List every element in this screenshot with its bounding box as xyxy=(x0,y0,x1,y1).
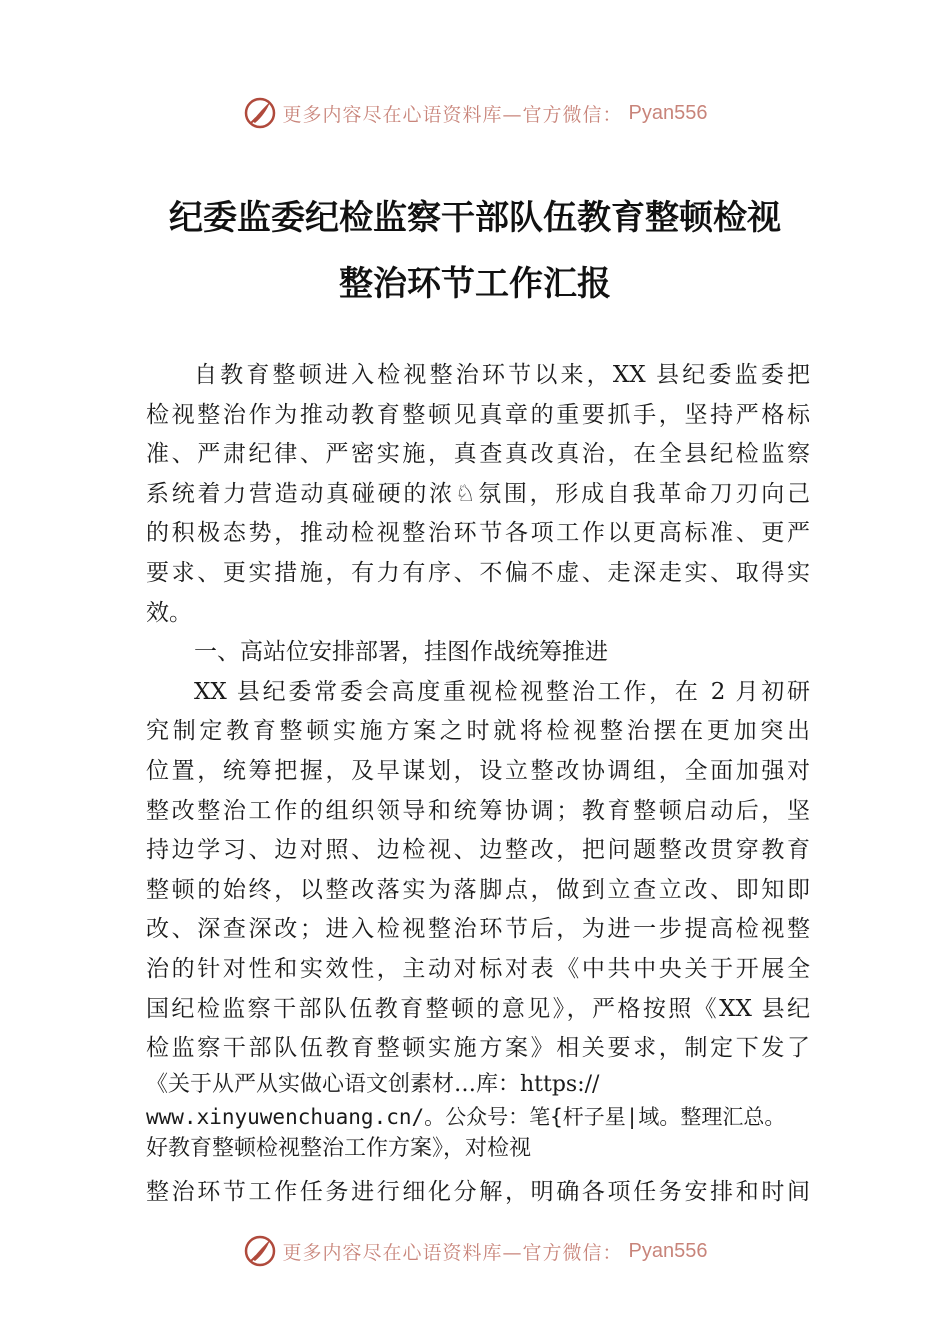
body-line: 整顿的始终，以整改落实为落脚点，做到立查立改、即知即 xyxy=(146,876,810,903)
watermark-footer xyxy=(0,1234,950,1268)
body-line: 检监察干部队伍教育整顿实施方案》相关要求，制定下发了 xyxy=(146,1035,810,1062)
document-title-line-1: 纪委监委纪检监察干部队伍教育整顿检视 xyxy=(169,198,781,238)
section-heading: 一、高站位安排部署，挂图作战统筹推进 xyxy=(194,639,608,666)
body-line: 自教育整顿进入检视整治环节以来，XX 县纪委监委把 xyxy=(194,362,810,388)
body-line: 效。 xyxy=(146,599,192,626)
quill-logo-icon xyxy=(243,1234,277,1268)
body-line: 检视整治作为推动教育整顿见真章的重要抓手，坚持严格标 xyxy=(146,401,810,428)
embedded-ad-line: www.xinyuwenchuang.cn/。公众号：笔{杆子星|域。整理汇总。 xyxy=(146,1104,786,1129)
body-line: 准、严肃纪律、严密实施，真查真改真治，在全县纪检监察 xyxy=(146,441,810,468)
watermark-text: 更多内容尽在心语资料库—官方微信： xyxy=(282,1241,623,1264)
body-line: 究制定教育整顿实施方案之时就将检视整治摆在更加突出 xyxy=(146,718,810,745)
body-line: 要求、更实措施，有力有序、不偏不虚、走深走实、取得实 xyxy=(146,559,810,586)
body-line: 的积极态势，推动检视整治环节各项工作以更高标准、更严 xyxy=(146,520,810,547)
document-title-line-2: 整治环节工作汇报 xyxy=(339,264,611,304)
watermark-account: Pyan556 xyxy=(628,101,708,124)
quill-logo-icon xyxy=(243,96,277,130)
body-line: 国纪检监察干部队伍教育整顿的意见》，严格按照《XX 县纪 xyxy=(146,995,810,1022)
document-body xyxy=(146,356,810,1212)
body-line: 好教育整顿检视整治工作方案》，对检视 xyxy=(146,1135,532,1161)
embedded-ad-line: 《关于从严从实做心语文创素材…库：https:// xyxy=(146,1071,600,1097)
body-line: 位置，统筹把握，及早谋划，设立整改协调组，全面加强对 xyxy=(146,757,810,784)
watermark-header xyxy=(0,96,950,130)
body-line: 持边学习、边对照、边检视、边整改，把问题整改贯穿教育 xyxy=(146,837,810,864)
watermark-text: 更多内容尽在心语资料库—官方微信： xyxy=(282,103,623,126)
body-line: 治的针对性和实效性，主动对标对表《中共中央关于开展全 xyxy=(146,955,810,982)
body-line: XX 县纪委常委会高度重视检视整治工作，在 2 月初研 xyxy=(194,678,810,705)
body-line: 整改整治工作的组织领导和统筹协调；教育整顿启动后，坚 xyxy=(146,797,810,824)
body-line: 改、深查深改；进入检视整治环节后，为进一步提高检视整 xyxy=(146,916,810,943)
body-line: 整治环节工作任务进行细化分解，明确各项任务安排和时间 xyxy=(146,1178,810,1205)
body-line: 系统着力营造动真碰硬的浓♘氛围，形成自我革命刀刃向己 xyxy=(146,480,810,507)
watermark-account: Pyan556 xyxy=(628,1239,708,1262)
